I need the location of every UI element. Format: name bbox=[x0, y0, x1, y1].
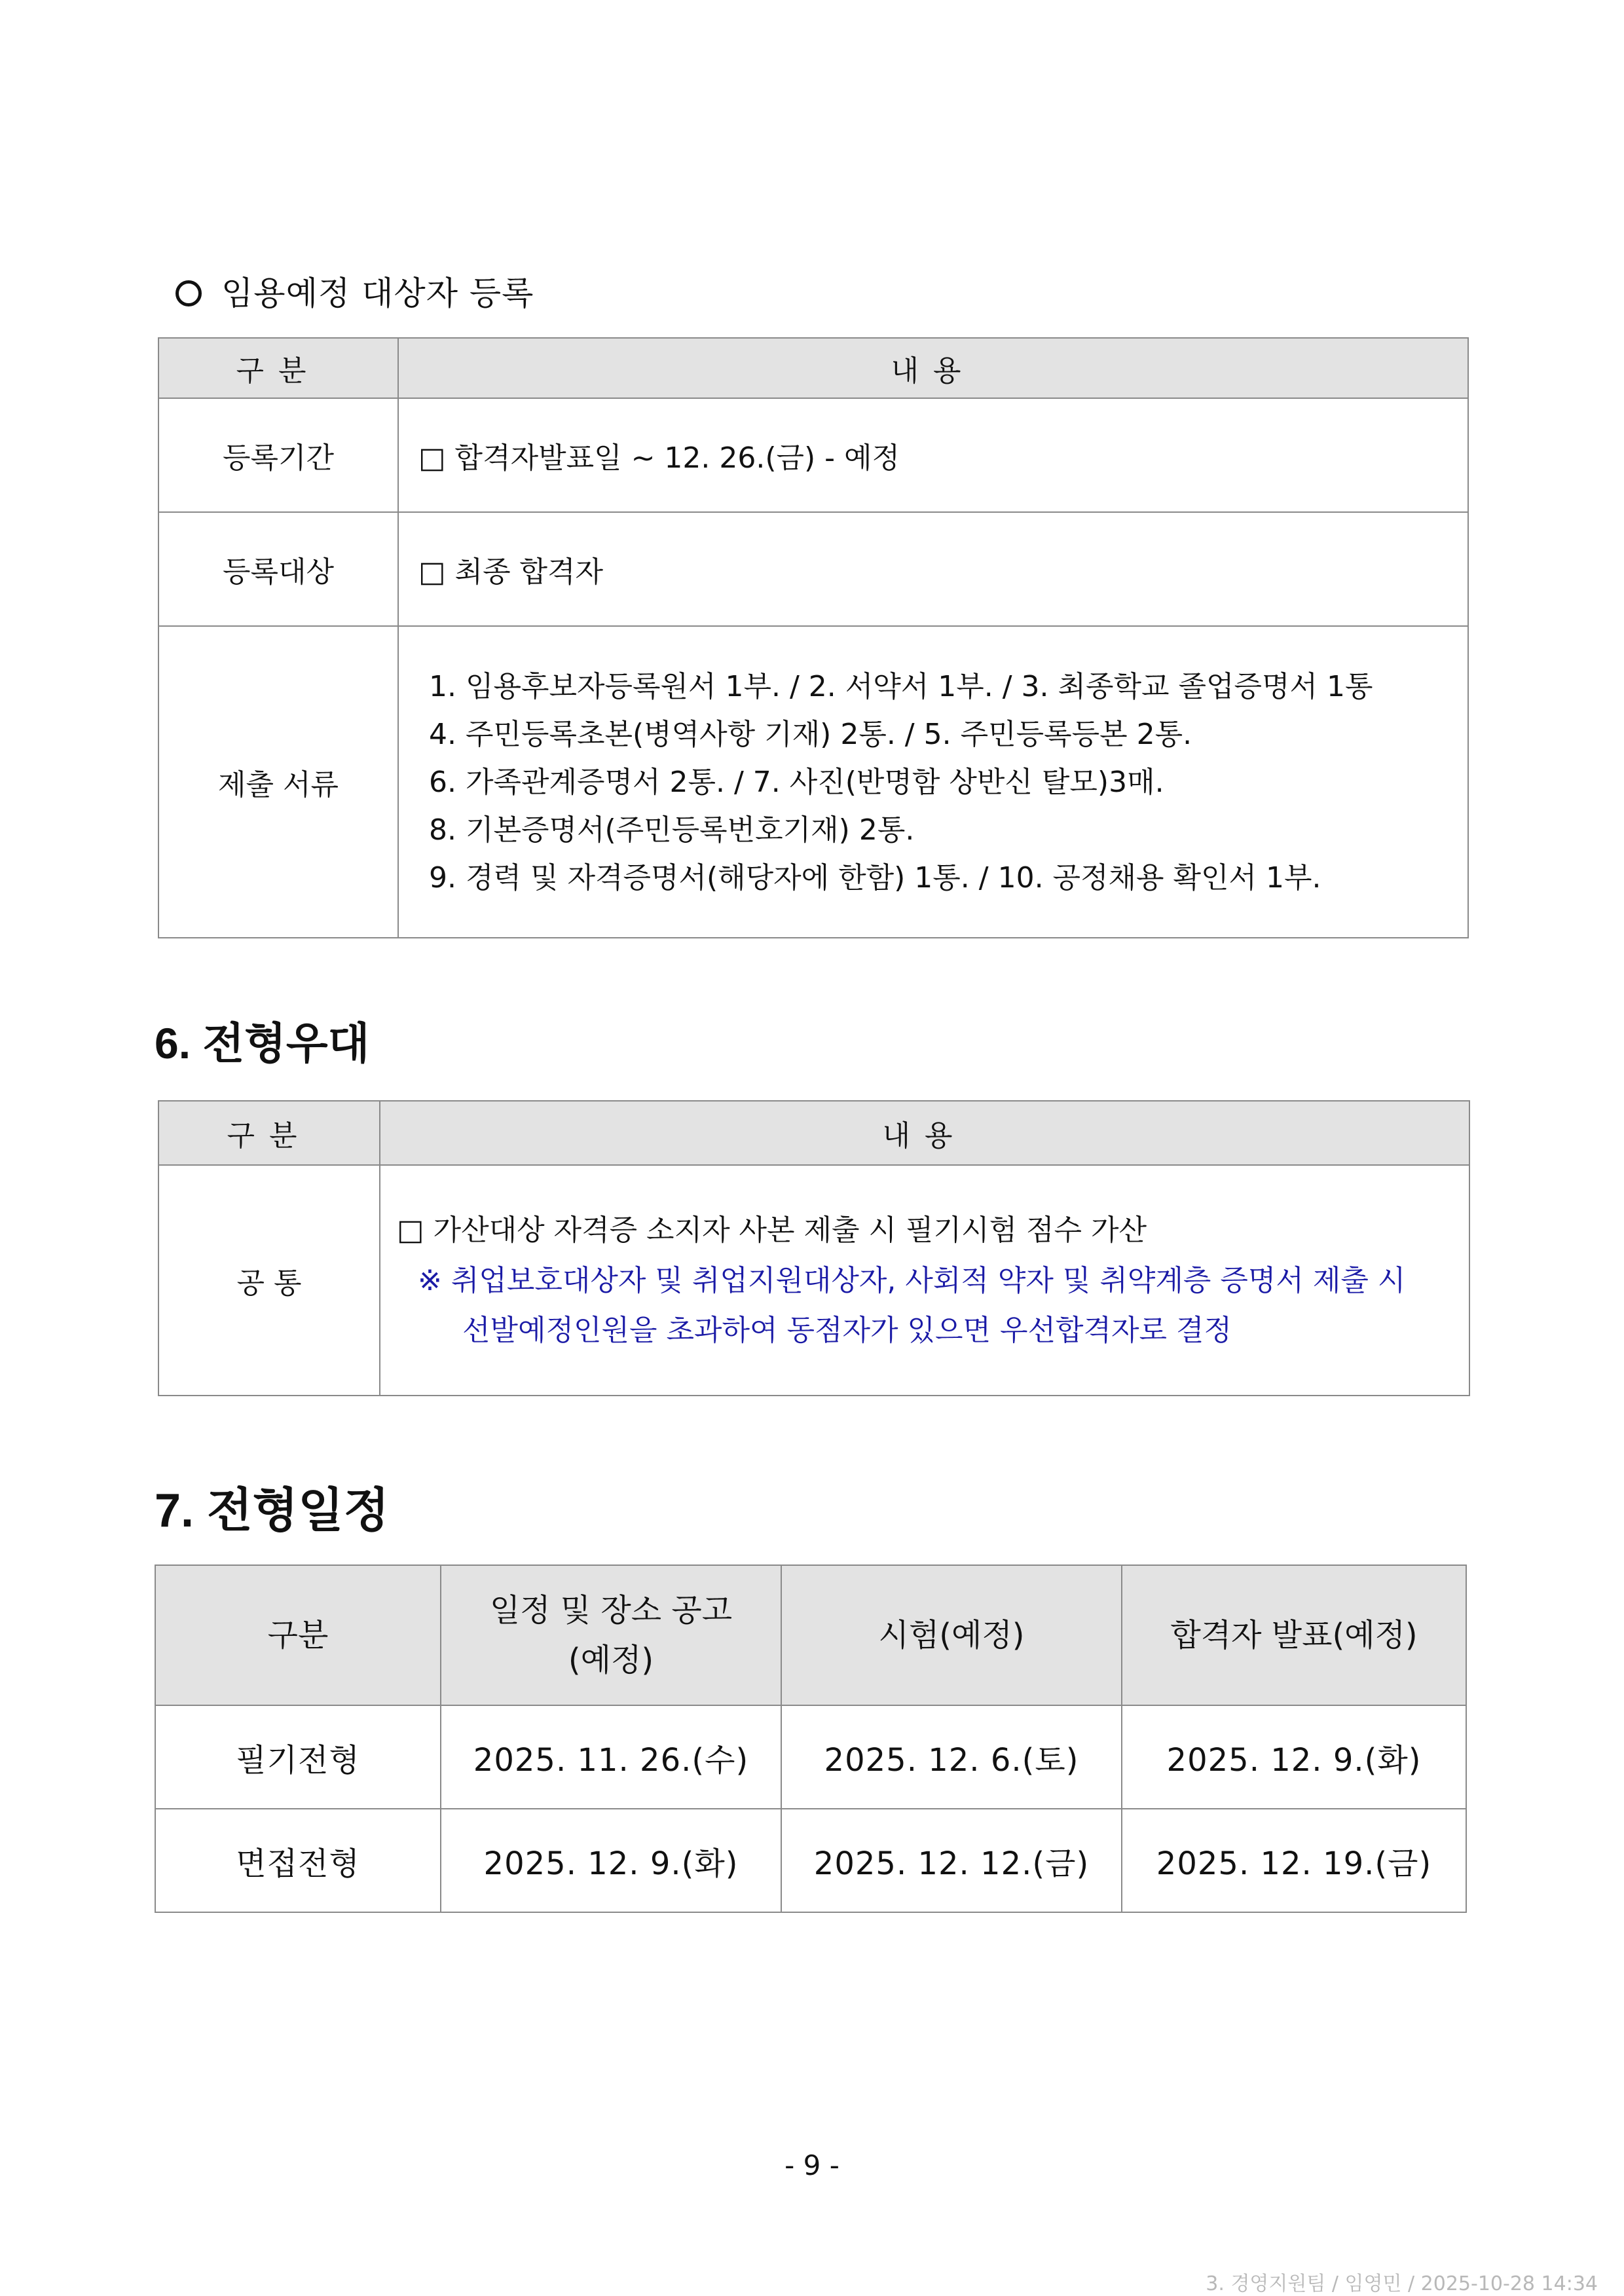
row-label: 공 통 bbox=[158, 1165, 380, 1396]
header-content: 내용 bbox=[380, 1101, 1469, 1165]
list-item: 8. 기본증명서(주민등록번호기재) 2통. bbox=[429, 813, 915, 847]
footer-stamp: 3. 경영지원팀 / 임영민 / 2025-10-28 14:34 bbox=[1206, 2272, 1598, 2295]
stage-cell: 면접전형 bbox=[155, 1809, 441, 1912]
list-item: 9. 경력 및 자격증명서(해당자에 한함) 1통. / 10. 공정채용 확인서 1부. bbox=[429, 861, 1321, 895]
table-header-row bbox=[158, 338, 1468, 398]
header-content: 내용 bbox=[398, 338, 1468, 398]
circle-bullet-icon bbox=[175, 280, 202, 306]
table-row bbox=[155, 1705, 1466, 1809]
benefits-title: 6. 전형우대 bbox=[155, 1019, 370, 1067]
table-header-row bbox=[158, 1101, 1469, 1165]
note-line: 선발예정인원을 초과하여 동점자가 있으면 우선합격자로 결정 bbox=[462, 1314, 1232, 1347]
header-category: 구분 bbox=[158, 338, 398, 398]
row-content: □ 최종 합격자 bbox=[398, 512, 1468, 626]
table-row bbox=[158, 398, 1468, 512]
page-number: - 9 - bbox=[784, 2149, 840, 2181]
row-label: 등록기간 bbox=[158, 398, 398, 512]
registration-table bbox=[158, 337, 1469, 938]
result-cell: 2025. 12. 19.(금) bbox=[1122, 1809, 1466, 1912]
note-text bbox=[381, 1256, 1468, 1356]
schedule-title: 7. 전형일정 bbox=[155, 1485, 390, 1537]
row-label: 등록대상 bbox=[158, 512, 398, 626]
documents-cell bbox=[398, 626, 1468, 938]
list-item: 6. 가족관계증명서 2통. / 7. 사진(반명함 상반신 탈모)3매. bbox=[429, 765, 1164, 799]
registration-heading bbox=[175, 267, 534, 314]
header-notice-line1: 일정 및 장소 공고 bbox=[489, 1592, 733, 1629]
header-notice-line2: (예정) bbox=[568, 1642, 654, 1678]
exam-cell: 2025. 12. 12.(금) bbox=[781, 1809, 1122, 1912]
schedule-table bbox=[155, 1565, 1467, 1913]
note-line: ※ 취업보호대상자 및 취업지원대상자, 사회적 약자 및 취약계층 증명서 제출 시 bbox=[418, 1264, 1406, 1297]
table-header-row bbox=[155, 1565, 1466, 1705]
list-item: 1. 임용후보자등록원서 1부. / 2. 서약서 1부. / 3. 최종학교 졸업증명서 1통 bbox=[429, 669, 1373, 703]
benefits-table bbox=[158, 1100, 1470, 1396]
header-exam: 시험(예정) bbox=[781, 1565, 1122, 1705]
result-cell: 2025. 12. 9.(화) bbox=[1122, 1705, 1466, 1809]
table-row bbox=[158, 626, 1468, 938]
notice-cell: 2025. 11. 26.(수) bbox=[441, 1705, 781, 1809]
benefit-line: □ 가산대상 자격증 소지자 사본 제출 시 필기시험 점수 가산 bbox=[397, 1213, 1147, 1247]
registration-title: 임용예정 대상자 등록 bbox=[221, 274, 534, 312]
exam-cell: 2025. 12. 6.(토) bbox=[781, 1705, 1122, 1809]
header-notice bbox=[441, 1565, 781, 1705]
row-content: □ 합격자발표일 ~ 12. 26.(금) - 예정 bbox=[398, 398, 1468, 512]
header-result: 합격자 발표(예정) bbox=[1122, 1565, 1466, 1705]
table-row bbox=[158, 512, 1468, 626]
notice-cell: 2025. 12. 9.(화) bbox=[441, 1809, 781, 1912]
table-row bbox=[155, 1809, 1466, 1912]
header-category: 구분 bbox=[158, 1101, 380, 1165]
benefits-content bbox=[380, 1165, 1469, 1396]
table-row bbox=[158, 1165, 1469, 1396]
list-item: 4. 주민등록초본(병역사항 기재) 2통. / 5. 주민등록등본 2통. bbox=[429, 717, 1192, 751]
header-category: 구분 bbox=[155, 1565, 441, 1705]
stage-cell: 필기전형 bbox=[155, 1705, 441, 1809]
documents-list bbox=[418, 663, 1467, 902]
row-label: 제출 서류 bbox=[158, 626, 398, 938]
